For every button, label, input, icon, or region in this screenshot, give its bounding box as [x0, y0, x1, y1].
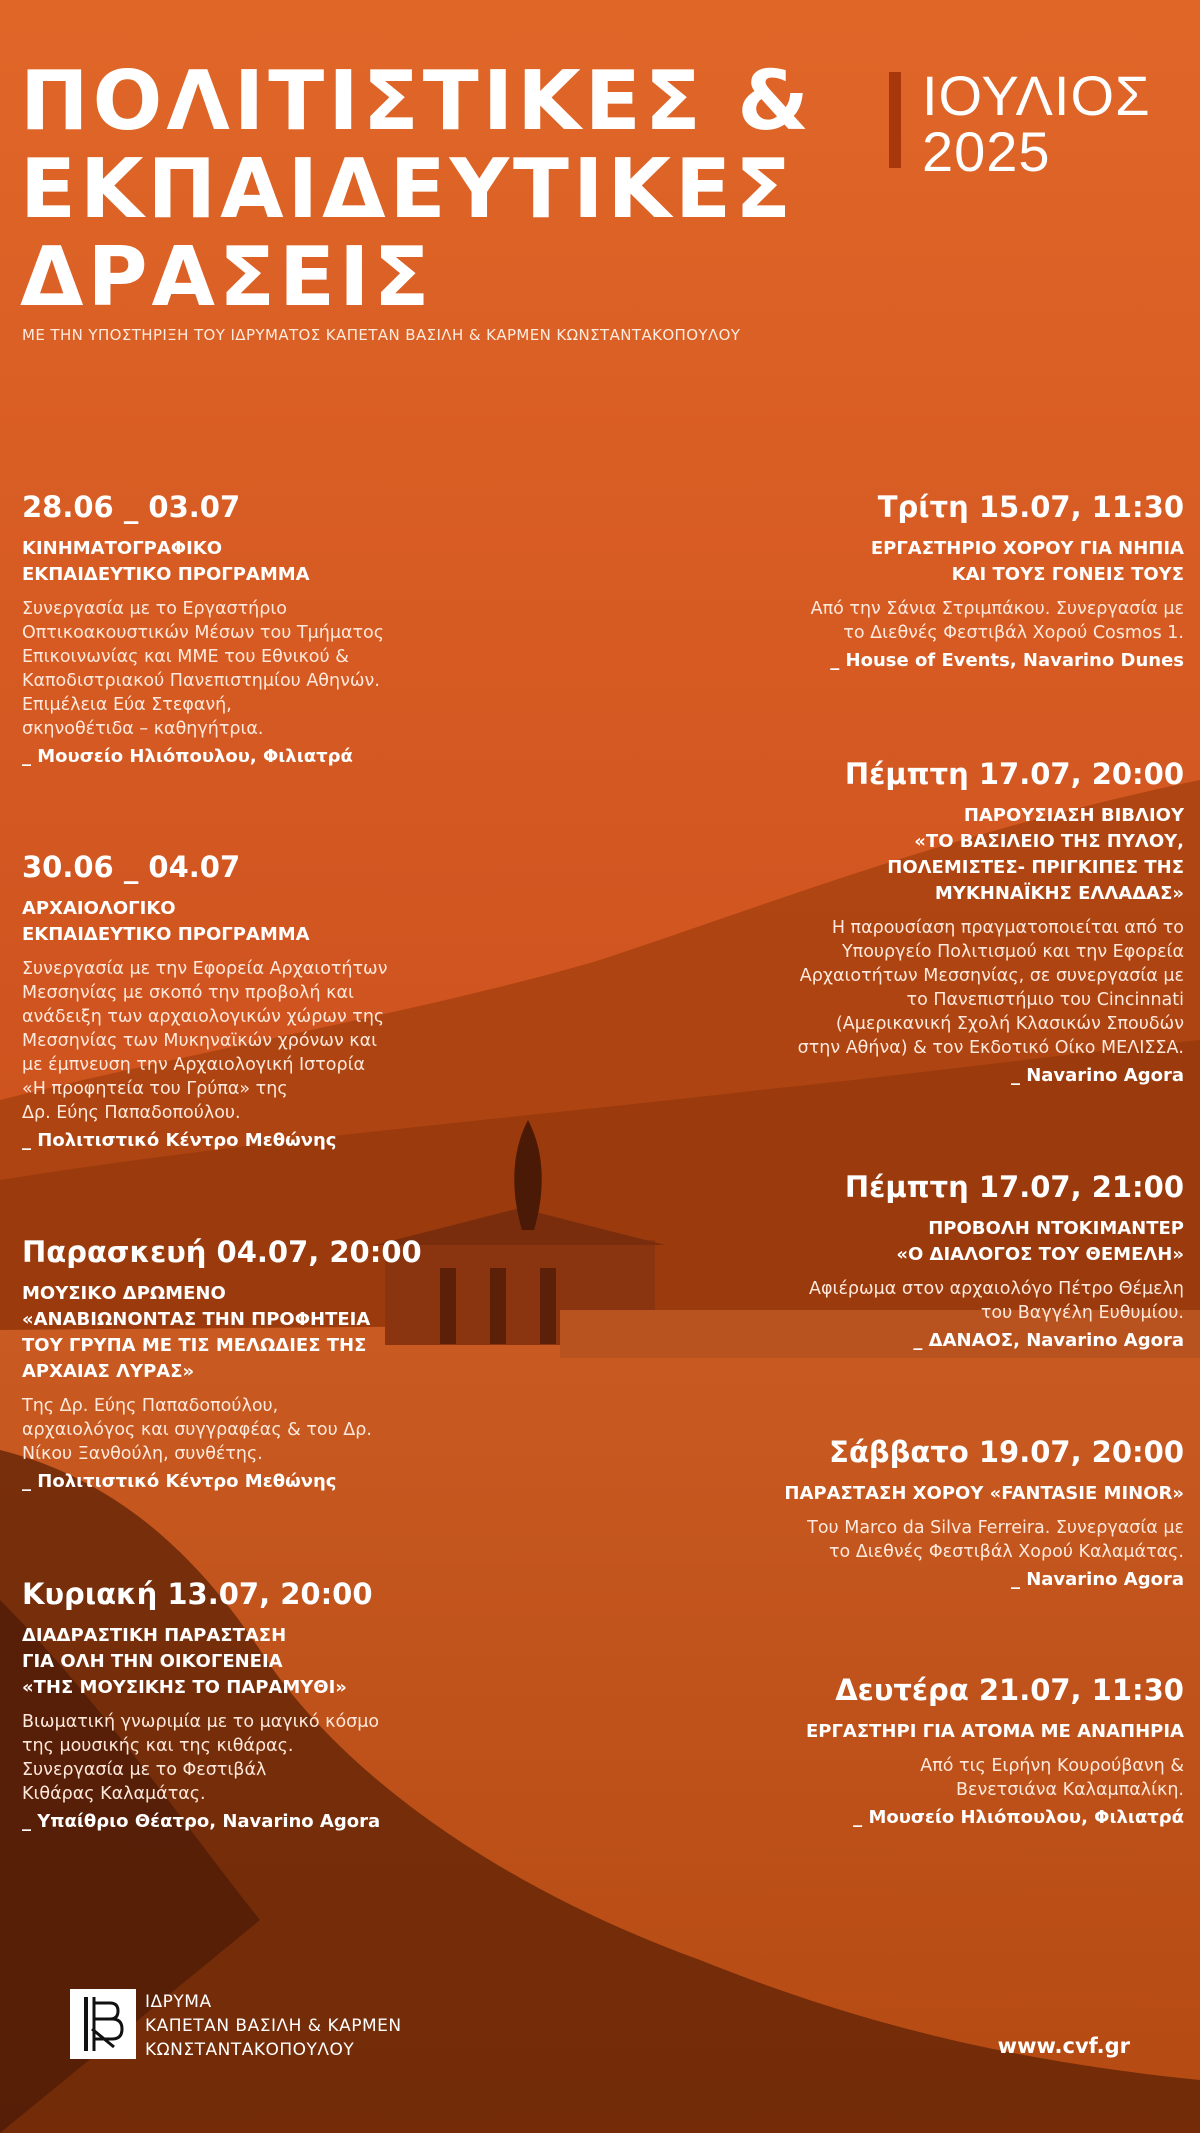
event-title-line: ΠΡΟΒΟΛΗ ΝΤΟΚΙΜΑΝΤΕΡ	[928, 1218, 1184, 1239]
desc-line: Υπουργείο Πολιτισμού και την Εφορεία	[841, 942, 1184, 962]
event-title-line: ΕΡΓΑΣΤΗΡΙΟ ΧΟΡΟΥ ΓΙΑ ΝΗΠΙΑ	[870, 538, 1184, 559]
desc-line: Του Marco da Silva Ferreira. Συνεργασία με	[807, 1518, 1184, 1538]
desc-line: αρχαιολόγος και συγγραφέας & του Δρ.	[22, 1420, 372, 1440]
desc-line: Συνεργασία με το Εργαστήριο	[22, 599, 288, 619]
event-venue: _ Πολιτιστικό Κέντρο Μεθώνης	[22, 1130, 337, 1151]
event-title	[764, 1481, 1184, 1507]
event-date: Πέμπτη 17.07, 21:00	[844, 1170, 1184, 1204]
event-date: Δευτέρα 21.07, 11:30	[835, 1673, 1184, 1707]
event-title-line: ΚΑΙ ΤΟΥΣ ΓΟΝΕΙΣ ΤΟΥΣ	[951, 564, 1184, 585]
desc-line: Βενετσιάνα Καλαμπαλίκη.	[955, 1780, 1184, 1800]
event-venue: _ Μουσείο Ηλιόπουλου, Φιλιατρά	[853, 1807, 1184, 1828]
desc-line: το Πανεπιστήμιο του Cincinnati	[906, 990, 1184, 1010]
desc-line: (Αμερικανική Σχολή Κλασικών Σπουδών	[835, 1014, 1184, 1034]
event-date: Κυριακή 13.07, 20:00	[22, 1577, 373, 1611]
event-right-1	[764, 490, 1184, 673]
event-title	[764, 803, 1184, 907]
event-description	[22, 1710, 422, 1806]
desc-line: το Διεθνές Φεστιβάλ Χορού Καλαμάτας.	[828, 1542, 1184, 1562]
event-title-line: «Ο ΔΙΑΛΟΓΟΣ ΤΟΥ ΘΕΜΕΛΗ»	[896, 1244, 1184, 1265]
desc-line: Επικοινωνίας και ΜΜΕ του Εθνικού &	[22, 647, 349, 667]
event-description	[22, 597, 422, 741]
desc-line: Κιθάρας Καλαμάτας.	[22, 1784, 206, 1804]
event-venue: _ Navarino Agora	[1010, 1569, 1184, 1590]
event-title	[22, 536, 422, 588]
event-left-1	[22, 490, 422, 769]
desc-line: Η παρουσίαση πραγματοποιείται από το	[831, 918, 1184, 938]
event-description	[764, 916, 1184, 1060]
event-title	[764, 1216, 1184, 1268]
event-title	[764, 1719, 1184, 1745]
event-venue: _ Πολιτιστικό Κέντρο Μεθώνης	[22, 1471, 337, 1492]
desc-line: του Βαγγέλη Ευθυμίου.	[980, 1303, 1184, 1323]
event-title	[764, 536, 1184, 588]
event-title-line: «ΤΟ ΒΑΣΙΛΕΙΟ ΤΗΣ ΠΥΛΟΥ,	[914, 831, 1184, 852]
foundation-logo-icon	[70, 1989, 136, 2059]
month-label	[922, 64, 1151, 183]
main-title	[20, 54, 813, 325]
desc-line: «Η προφητεία του Γρύπα» της	[22, 1079, 288, 1099]
foundation-name-line: ΚΩΝΣΤΑΝΤΑΚΟΠΟΥΛΟΥ	[145, 2040, 355, 2060]
event-left-3	[22, 1235, 422, 1494]
event-right-2	[764, 757, 1184, 1088]
desc-line: ανάδειξη των αρχαιολογικών χώρων της	[22, 1007, 385, 1027]
event-right-3	[764, 1170, 1184, 1353]
event-title-line: ΕΚΠΑΙΔΕΥΤΙΚΟ ΠΡΟΓΡΑΜΜΑ	[22, 924, 310, 945]
event-title-line: ΓΙΑ ΟΛΗ ΤΗΝ ΟΙΚΟΓΕΝΕΙΑ	[22, 1651, 283, 1672]
event-title-line: ΑΡΧΑΙΟΛΟΓΙΚΟ	[22, 898, 176, 919]
title-line: ΕΚΠΑΙΔΕΥΤΙΚΕΣ	[20, 142, 796, 237]
month-name: ΙΟΥΛΙΟΣ	[922, 64, 1151, 127]
event-date: Πέμπτη 17.07, 20:00	[844, 757, 1184, 791]
event-venue: _ Μουσείο Ηλιόπουλου, Φιλιατρά	[22, 746, 353, 767]
event-title-line: «ΑΝΑΒΙΩΝΟΝΤΑΣ ΤΗΝ ΠΡΟΦΗΤΕΙΑ	[22, 1309, 371, 1330]
event-description	[764, 597, 1184, 645]
desc-line: Βιωματική γνωριμία με το μαγικό κόσμο	[22, 1712, 380, 1732]
event-date: 28.06 _ 03.07	[22, 490, 241, 524]
event-title-line: «ΤΗΣ ΜΟΥΣΙΚΗΣ ΤΟ ΠΑΡΑΜΥΘΙ»	[22, 1677, 347, 1698]
desc-line: Καποδιστριακού Πανεπιστημίου Αθηνών.	[22, 671, 380, 691]
event-description	[764, 1277, 1184, 1325]
event-right-4	[764, 1435, 1184, 1592]
event-description	[764, 1516, 1184, 1564]
event-title-line: ΤΟΥ ΓΡΥΠΑ ΜΕ ΤΙΣ ΜΕΛΩΔΙΕΣ ΤΗΣ	[22, 1335, 367, 1356]
desc-line: σκηνοθέτιδα – καθηγήτρια.	[22, 719, 264, 739]
desc-line: με έμπνευση την Αρχαιολογική Ιστορία	[22, 1055, 366, 1075]
desc-line: Αφιέρωμα στον αρχαιολόγο Πέτρο Θέμελη	[809, 1279, 1184, 1299]
desc-line: Νίκου Ξανθούλη, συνθέτης.	[22, 1444, 263, 1464]
accent-bar	[889, 72, 901, 168]
desc-line: Μεσσηνίας με σκοπό την προβολή και	[22, 983, 354, 1003]
title-line: ΔΡΑΣΕΙΣ	[20, 230, 434, 325]
desc-line: Συνεργασία με το Φεστιβάλ	[22, 1760, 267, 1780]
event-title-line: ΜΥΚΗΝΑΪΚΗΣ ΕΛΛΑΔΑΣ»	[934, 883, 1184, 904]
event-title-line: ΔΙΑΔΡΑΣΤΙΚΗ ΠΑΡΑΣΤΑΣΗ	[22, 1625, 287, 1646]
desc-line: Μεσσηνίας των Μυκηναϊκών χρόνων και	[22, 1031, 378, 1051]
event-description	[22, 1394, 422, 1466]
event-title	[22, 896, 422, 948]
event-date: Παρασκευή 04.07, 20:00	[22, 1235, 422, 1269]
event-title-line: ΠΟΛΕΜΙΣΤΕΣ- ΠΡΙΓΚΙΠΕΣ ΤΗΣ	[887, 857, 1184, 878]
foundation-name-line: ΙΔΡΥΜΑ	[145, 1992, 212, 2012]
desc-line: το Διεθνές Φεστιβάλ Χορού Cosmos 1.	[843, 623, 1184, 643]
event-title-line: ΑΡΧΑΙΑΣ ΛΥΡΑΣ»	[22, 1361, 195, 1382]
desc-line: της μουσικής και της κιθάρας.	[22, 1736, 294, 1756]
title-line: ΠΟΛΙΤΙΣΤΙΚΕΣ &	[20, 54, 813, 149]
website-link[interactable]: www.cvf.gr	[997, 2034, 1130, 2058]
desc-line: Οπτικοακουστικών Μέσων του Τμήματος	[22, 623, 384, 643]
event-title-line: ΕΚΠΑΙΔΕΥΤΙΚΟ ΠΡΟΓΡΑΜΜΑ	[22, 564, 310, 585]
event-title-line: ΠΑΡΑΣΤΑΣΗ ΧΟΡΟΥ «FANTASIE MINOR»	[784, 1483, 1184, 1504]
desc-line: Αρχαιοτήτων Μεσσηνίας, σε συνεργασία με	[799, 966, 1184, 986]
event-title-line: ΠΑΡΟΥΣΙΑΣΗ ΒΙΒΛΙΟΥ	[963, 805, 1184, 826]
desc-line: Συνεργασία με την Εφορεία Αρχαιοτήτων	[22, 959, 388, 979]
event-venue: _ Υπαίθριο Θέατρο, Navarino Agora	[22, 1811, 381, 1832]
event-description	[22, 957, 422, 1125]
event-venue: _ House of Events, Navarino Dunes	[830, 650, 1184, 671]
event-left-2	[22, 850, 422, 1153]
event-title-line: ΚΙΝΗΜΑΤΟΓΡΑΦΙΚΟ	[22, 538, 223, 559]
event-right-5	[764, 1673, 1184, 1830]
desc-line: Της Δρ. Εύης Παπαδοπούλου,	[22, 1396, 279, 1416]
desc-line: στην Αθήνα) & τον Εκδοτικό Οίκο ΜΕΛΙΣΣΑ.	[797, 1038, 1184, 1058]
event-title-line: ΜΟΥΣΙΚΟ ΔΡΩΜΕΝΟ	[22, 1283, 226, 1304]
event-date: Σάββατο 19.07, 20:00	[829, 1435, 1184, 1469]
subtitle: ΜΕ ΤΗΝ ΥΠΟΣΤΗΡΙΞΗ ΤΟΥ ΙΔΡΥΜΑΤΟΣ ΚΑΠΕΤΑΝ ΒΑΣΙΛΗ & ΚΑΡΜΕΝ ΚΩΝΣΤΑΝΤΑΚΟΠΟΥΛΟΥ	[22, 326, 741, 344]
event-date: Τρίτη 15.07, 11:30	[877, 490, 1184, 524]
desc-line: Επιμέλεια Εύα Στεφανή,	[22, 695, 232, 715]
desc-line: Από την Σάνια Στριμπάκου. Συνεργασία με	[810, 599, 1184, 619]
event-title-line: ΕΡΓΑΣΤΗΡΙ ΓΙΑ ΑΤΟΜΑ ΜΕ ΑΝΑΠΗΡΙΑ	[805, 1721, 1184, 1742]
month-year: 2025	[922, 120, 1051, 183]
event-date: 30.06 _ 04.07	[22, 850, 241, 884]
event-title	[22, 1623, 422, 1701]
event-title	[22, 1281, 422, 1385]
desc-line: Δρ. Εύης Παπαδοπούλου.	[22, 1103, 241, 1123]
event-left-4	[22, 1577, 422, 1834]
desc-line: Από τις Ειρήνη Κουρούβανη &	[920, 1756, 1184, 1776]
event-venue: _ Navarino Agora	[1010, 1065, 1184, 1086]
event-description	[764, 1754, 1184, 1802]
foundation-name-line: ΚΑΠΕΤΑΝ ΒΑΣΙΛΗ & ΚΑΡΜΕΝ	[145, 2016, 402, 2036]
event-venue: _ ΔΑΝΑΟΣ, Navarino Agora	[913, 1330, 1184, 1351]
foundation-name	[145, 1990, 402, 2062]
